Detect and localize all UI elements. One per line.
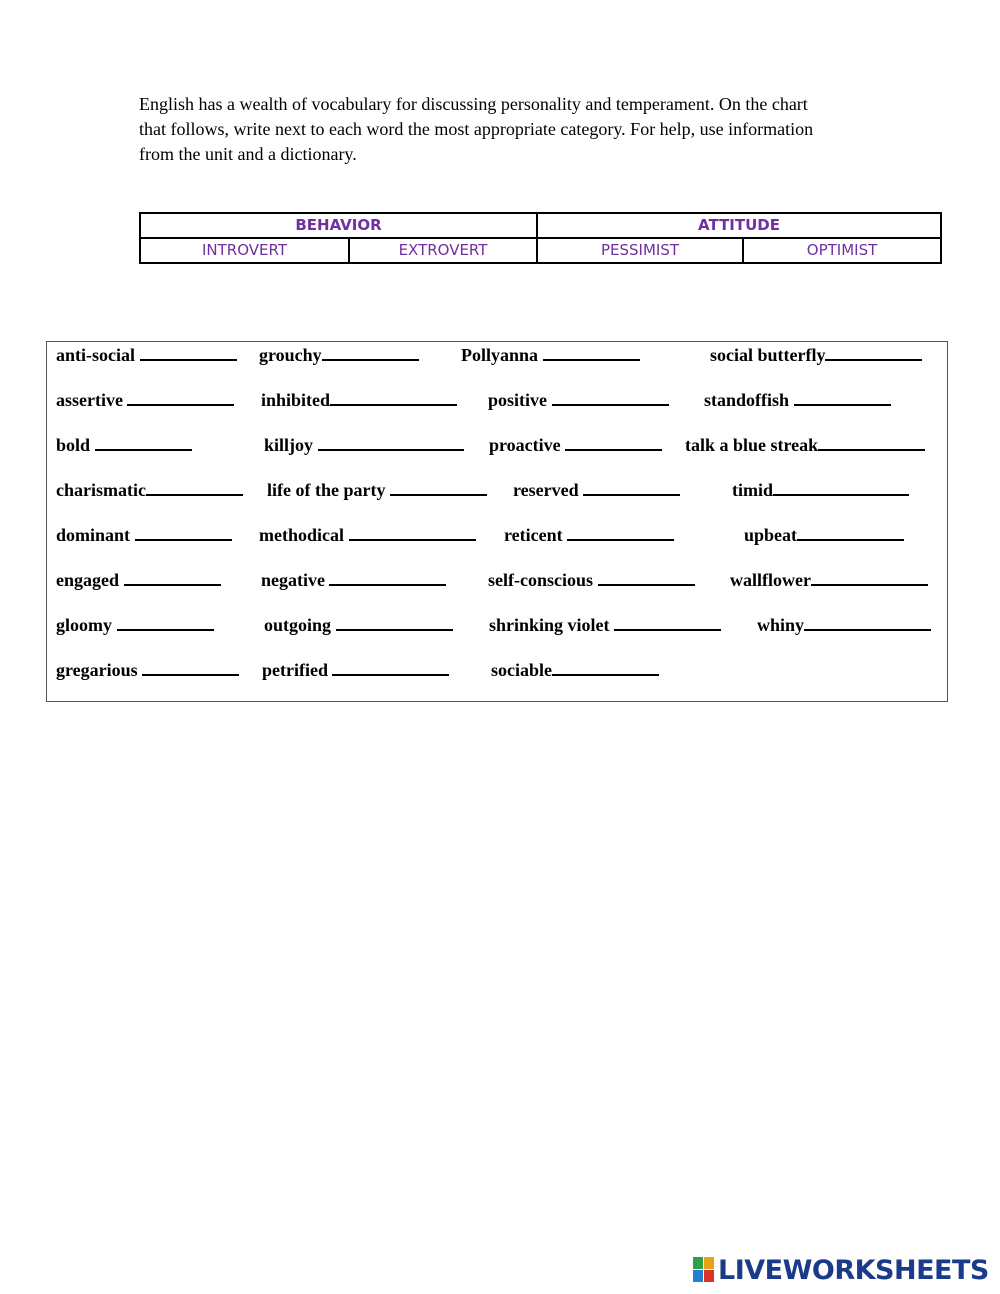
answer-blank[interactable]	[825, 344, 922, 361]
word-item: anti-social	[56, 344, 237, 366]
word-item: killjoy	[264, 434, 464, 456]
word-item: standoffish	[704, 389, 891, 411]
word-item: assertive	[56, 389, 234, 411]
word-item: sociable	[491, 659, 659, 681]
category-introvert: INTROVERT	[140, 238, 349, 263]
answer-blank[interactable]	[567, 524, 674, 541]
word-item: gregarious	[56, 659, 239, 681]
answer-blank[interactable]	[565, 434, 662, 451]
answer-blank[interactable]	[332, 659, 449, 676]
word-item: outgoing	[264, 614, 453, 636]
answer-blank[interactable]	[794, 389, 891, 406]
answer-blank[interactable]	[322, 344, 419, 361]
answer-blank[interactable]	[117, 614, 214, 631]
word-item: life of the party	[267, 479, 487, 501]
word-item: talk a blue streak	[685, 434, 925, 456]
header-attitude: ATTITUDE	[537, 213, 941, 238]
word-item: positive	[488, 389, 669, 411]
word-item: timid	[732, 479, 909, 501]
answer-blank[interactable]	[773, 479, 909, 496]
word-item: grouchy	[259, 344, 419, 366]
instructions: English has a wealth of vocabulary for discussing personality and temperament. On the chart that follows, write next to each word the most appropriate category. For help, use information from the unit and a dictionary.	[139, 94, 814, 164]
liveworksheets-logo	[693, 1255, 989, 1285]
answer-blank[interactable]	[349, 524, 476, 541]
answer-blank[interactable]	[797, 524, 904, 541]
word-item: gloomy	[56, 614, 214, 636]
word-list-box	[46, 341, 948, 702]
category-extrovert: EXTROVERT	[349, 238, 537, 263]
answer-blank[interactable]	[329, 569, 446, 586]
word-item: negative	[261, 569, 446, 591]
word-item: petrified	[262, 659, 449, 681]
answer-blank[interactable]	[583, 479, 680, 496]
answer-blank[interactable]	[330, 389, 457, 406]
answer-blank[interactable]	[614, 614, 721, 631]
answer-blank[interactable]	[543, 344, 640, 361]
answer-blank[interactable]	[336, 614, 453, 631]
word-item: inhibited	[261, 389, 457, 411]
word-item: reticent	[504, 524, 674, 546]
word-item: whiny	[757, 614, 931, 636]
answer-blank[interactable]	[142, 659, 239, 676]
word-item: upbeat	[744, 524, 904, 546]
answer-blank[interactable]	[811, 569, 928, 586]
brand-name: LIVEWORKSHEETS	[718, 1254, 989, 1286]
word-item: proactive	[489, 434, 662, 456]
answer-blank[interactable]	[95, 434, 192, 451]
answer-blank[interactable]	[140, 344, 237, 361]
word-item: bold	[56, 434, 192, 456]
answer-blank[interactable]	[598, 569, 695, 586]
answer-blank[interactable]	[135, 524, 232, 541]
answer-blank[interactable]	[552, 659, 659, 676]
answer-blank[interactable]	[124, 569, 221, 586]
word-item: shrinking violet	[489, 614, 721, 636]
liveworksheets-logo-icon	[693, 1257, 715, 1283]
word-item: dominant	[56, 524, 232, 546]
word-item: methodical	[259, 524, 476, 546]
answer-blank[interactable]	[318, 434, 464, 451]
answer-blank[interactable]	[818, 434, 925, 451]
answer-blank[interactable]	[390, 479, 487, 496]
header-behavior: BEHAVIOR	[140, 213, 537, 238]
answer-blank[interactable]	[127, 389, 234, 406]
word-item: reserved	[513, 479, 680, 501]
word-item: social butterfly	[710, 344, 922, 366]
answer-blank[interactable]	[552, 389, 669, 406]
word-item: wallflower	[730, 569, 928, 591]
word-item: self-conscious	[488, 569, 695, 591]
word-item: engaged	[56, 569, 221, 591]
category-pessimist: PESSIMIST	[537, 238, 743, 263]
word-item: Pollyanna	[461, 344, 640, 366]
category-optimist: OPTIMIST	[743, 238, 941, 263]
answer-blank[interactable]	[804, 614, 931, 631]
word-item: charismatic	[56, 479, 243, 501]
category-chart	[139, 212, 942, 264]
answer-blank[interactable]	[146, 479, 243, 496]
